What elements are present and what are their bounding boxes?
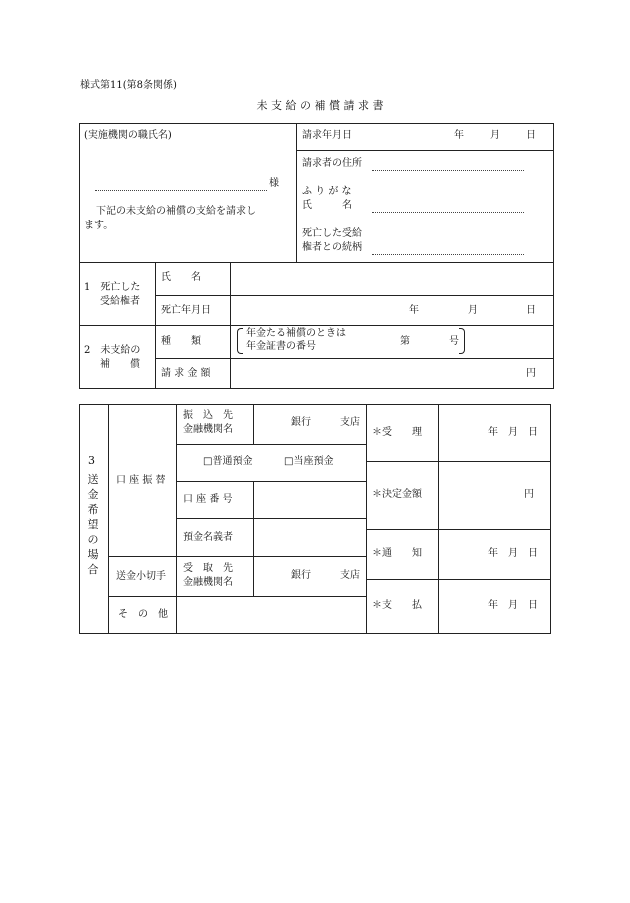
death-date-month: 月 <box>468 305 478 316</box>
form-title: 未 支 給 の 補 償 請 求 書 <box>256 99 384 112</box>
request-date-label: 請求年月日 <box>302 130 352 141</box>
other-field[interactable] <box>178 598 364 632</box>
pension-note-line1: 年金たる補償のときは <box>246 328 346 339</box>
account-holder-field[interactable] <box>255 520 364 554</box>
request-date-year: 年 <box>454 130 464 141</box>
transfer-bank-line2: 金融機関名 <box>183 424 233 435</box>
furigana-label: ふ り が な <box>302 186 352 197</box>
account-holder-label: 預金名義者 <box>183 532 233 543</box>
request-text-line2: ます。 <box>84 220 114 231</box>
notice-label: ＊通 知 <box>372 548 422 559</box>
death-date-year: 年 <box>409 305 419 316</box>
section1-label-line2: 受給権者 <box>100 296 140 307</box>
request-amount-field[interactable] <box>232 360 522 387</box>
benefit-type-label: 種 類 <box>161 336 201 347</box>
death-date-label: 死亡年月日 <box>161 305 211 316</box>
sama-label: 様 <box>269 178 279 189</box>
pension-note-line2: 年金証書の番号 <box>246 341 316 352</box>
receipt-date: 年 月 日 <box>488 427 538 438</box>
request-date-day: 日 <box>526 130 536 141</box>
payment-label: ＊支 払 <box>372 600 422 611</box>
officer-label: (実施機関の職氏名) <box>84 130 172 141</box>
receipt-label: ＊受 理 <box>372 427 422 438</box>
request-amount-yen: 円 <box>526 368 536 379</box>
decision-amount-label: ＊決定金額 <box>372 489 422 500</box>
account-transfer-label: 口 座 振 替 <box>116 475 166 486</box>
transfer-bank-line1: 振 込 先 <box>183 410 233 421</box>
check-bank-line2: 金融機関名 <box>183 577 233 588</box>
account-number-label: 口 座 番 号 <box>183 494 233 505</box>
death-date-day: 日 <box>526 305 536 316</box>
request-date-month: 月 <box>490 130 500 141</box>
relation-field[interactable] <box>372 254 524 255</box>
decision-amount-yen: 円 <box>524 489 534 500</box>
payment-date: 年 月 日 <box>488 600 538 611</box>
check-branch-suffix: 支店 <box>340 570 360 581</box>
request-text-line1: 下記の未支給の補償の支給を請求し <box>96 206 256 217</box>
right-bracket <box>459 328 465 354</box>
current-deposit-checkbox[interactable]: □当座預金 <box>284 456 334 467</box>
section3-number: 3 <box>88 454 95 467</box>
relation-label-line2: 権者との続柄 <box>302 242 362 253</box>
request-amount-label: 請 求 金 額 <box>161 368 211 379</box>
ordinary-deposit-checkbox[interactable]: □普通預金 <box>203 456 253 467</box>
pension-dai: 第 <box>400 336 410 347</box>
form-number: 様式第11(第8条関係) <box>80 80 177 91</box>
section3-title: 送金希望の場合 <box>87 473 99 576</box>
requester-name-label: 氏 名 <box>302 200 352 211</box>
check-bank-line1: 受 取 先 <box>183 563 233 574</box>
address-field[interactable] <box>372 170 524 171</box>
deceased-name-field[interactable] <box>232 264 552 293</box>
notice-date: 年 月 日 <box>488 548 538 559</box>
address-label: 請求者の住所 <box>302 158 362 169</box>
transfer-branch-suffix: 支店 <box>340 417 360 428</box>
transfer-bank-suffix: 銀行 <box>291 417 311 428</box>
deceased-name-label: 氏 名 <box>161 272 201 283</box>
other-label: そ の 他 <box>118 609 168 620</box>
relation-label-line1: 死亡した受給 <box>302 228 362 239</box>
section1-label-line1: 1 死亡した <box>84 282 141 293</box>
section2-label-line2: 補 償 <box>100 359 140 370</box>
account-number-field[interactable] <box>255 483 364 516</box>
officer-name-field[interactable] <box>95 190 267 191</box>
section2-label-line1: 2 未支給の <box>84 345 141 356</box>
check-bank-suffix: 銀行 <box>291 570 311 581</box>
left-bracket <box>237 328 243 354</box>
pension-go: 号 <box>449 336 459 347</box>
check-label: 送金小切手 <box>116 571 166 582</box>
requester-name-field[interactable] <box>372 212 524 213</box>
